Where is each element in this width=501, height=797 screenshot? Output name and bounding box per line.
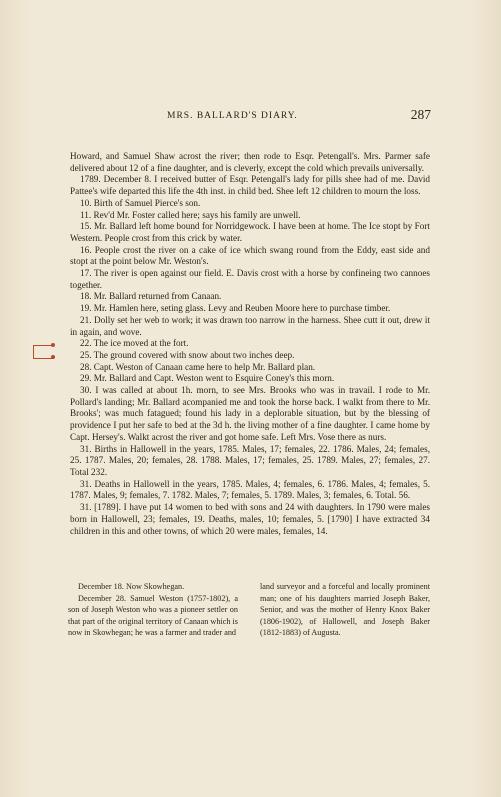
footnote-paragraph: land surveyor and a forceful and locally prominent man; one of his daughters married Joseph Baker, Senior, and was the mother of Henry Knox Baker (1806-1902), of Hallowell, and Joseph Baker (1812-1883) of Augusta. bbox=[260, 582, 430, 637]
footnotes-right-column bbox=[260, 581, 430, 639]
diary-entry: 17. The river is open against our field. E. Davis crost with a horse by confineing two cannoes together. bbox=[70, 268, 430, 290]
page-header bbox=[70, 107, 431, 127]
diary-entry: 25. The ground covered with snow about two inches deep. bbox=[80, 349, 295, 360]
diary-entry: 28. Capt. Weston of Canaan came here to help Mr. Ballard plan. bbox=[80, 361, 316, 372]
diary-entry: 21. Dolly set her web to work; it was drawn too narrow in the harness. Shee cutt it out, drew it in again, and wove. bbox=[70, 314, 430, 337]
diary-entry: 29. Mr. Ballard and Capt. Weston went to Esquire Coney's this morn. bbox=[80, 373, 335, 384]
diary-entry: 19. Mr. Hamlen here, seting glass. Levy and Reuben Moore here to purchase timber. bbox=[80, 303, 391, 314]
diary-entry: 15. Mr. Ballard left home bound for Norridgewock. I have been at home. The Ice stopt by Fort Western. People crost from this crick by water. bbox=[70, 221, 430, 243]
diary-text bbox=[70, 151, 430, 537]
footnote-paragraph: December 28. Samuel Weston (1757-1802), a son of Joseph Weston who was a pioneer settler on that part of the original territory of Canaan which is now in Skowhegan; he was a farmer and trader and bbox=[68, 593, 238, 637]
diary-entry: 30. I was called at about 1h. morn, to see Mrs. Brooks who was in travail. I rode to Mr. Pollard's landing; Mr. Ballard acompanied me and took the horse back. I walkt from there to Mr. Brooks'; was much fatagued; found his lady in a deplorable situation, but by the blessing of providence I put her safe to bed at the 3d h. the living mother of a fine daughter. I came home by Capt. Hersey's. Walkt acrost the river and got home safe. Left Mrs. Vose there as nurs. bbox=[70, 385, 430, 442]
diary-entry: 22. The ice moved at the fort. bbox=[80, 338, 189, 349]
diary-entry: 31. Births in Hallowell in the years, 1785. Males, 17; females, 22. 1786. Males, 24; females, 25. 1787. Males, 20; females, 28. 1788. Males, 17; females, 25. 1789. Males, 27; females, 27. Total 232. bbox=[70, 443, 430, 477]
running-head: MRS. BALLARD'S DIARY. bbox=[167, 111, 298, 121]
diary-entry: 31. Deaths in Hallowell in the years, 1785. Males, 4; females, 6. 1786. Males, 4; females, 5. 1787. Males, 9; females, 7. 1782. Males, 7; females, 5. 1789. Males, 3; females, 6. Total. 56. bbox=[70, 478, 430, 501]
diary-entry: 31. [1789]. I have put 14 women to bed with sons and 24 with daughters. In 1790 were males born in Hallowell, 23; females, 19. Deaths, males, 10; females, 5. [1790] I have extracted 34 children in this and other towns, of which 20 were males, females, 14. bbox=[70, 502, 430, 536]
diary-entry: Howard, and Samuel Shaw acrost the river; then rode to Esqr. Petengall's. Mrs. Parmer safe delivered about 12 of a fine daughter, and is cleverly, except the cold which prevails universally. bbox=[70, 151, 430, 173]
page-number: 287 bbox=[410, 107, 431, 122]
margin-bracket-marker bbox=[33, 345, 55, 359]
diary-entry: 10. Birth of Samuel Pierce's son. bbox=[80, 197, 201, 208]
diary-entry: 16. People crost the river on a cake of ice which swang round from the Eddy, east side and stopt at the point below Mr. Weston's. bbox=[70, 244, 430, 267]
footnote-paragraph: December 18. Now Skowhegan. bbox=[78, 582, 185, 591]
diary-entry: 11. Rev'd Mr. Foster called here; says his family are unwell. bbox=[80, 209, 301, 220]
diary-entry: 18. Mr. Ballard returned from Canaan. bbox=[80, 291, 222, 302]
footnotes bbox=[68, 581, 430, 639]
diary-entry: 1789. December 8. I received butter of Esqr. Petengall's lady for pills shee had of me. David Pattee's wife departed this life the 4th inst. in child bed. Shee left 12 children to mourn the loss. bbox=[70, 174, 430, 197]
footnotes-left-column bbox=[68, 581, 238, 639]
